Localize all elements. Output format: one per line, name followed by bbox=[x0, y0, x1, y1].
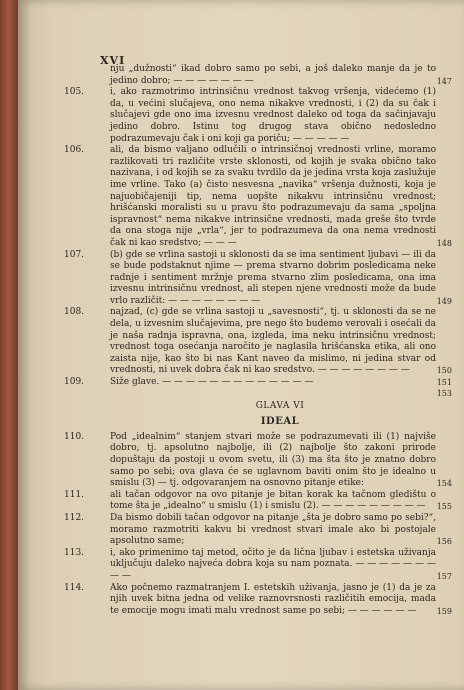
entry-text: Da bismo dobili tačan odgovor na pitanje „šta je dobro samo po sebi?“, moramo razmotriti kakvu bi vrednost stvari imale ako bi postojale apsolutno same; bbox=[110, 512, 436, 547]
entry-number: 106. bbox=[64, 145, 85, 156]
entry-text: Siže glave. — — — — — — — — — — — — — bbox=[110, 377, 314, 388]
entry-page-number: 156 bbox=[436, 537, 452, 547]
toc-entry bbox=[64, 582, 452, 618]
toc-entry bbox=[110, 64, 450, 87]
entry-number: 107. bbox=[64, 249, 85, 260]
entry-page-number: 148 bbox=[436, 238, 452, 248]
table-of-contents bbox=[64, 64, 452, 617]
entry-number: 112. bbox=[64, 512, 85, 523]
toc-entry bbox=[64, 431, 452, 490]
entries-bottom bbox=[64, 431, 452, 618]
toc-entry bbox=[64, 489, 452, 513]
toc-entry bbox=[64, 87, 450, 145]
toc-entry bbox=[64, 377, 452, 389]
entry-page-number: 150 bbox=[436, 366, 452, 376]
extra-page-number: 153 bbox=[436, 389, 452, 399]
entry-page-number: 155 bbox=[436, 502, 452, 512]
entry-number: 108. bbox=[64, 307, 85, 318]
entry-text: (b) gde se vrlina sastoji u sklonosti da se ima sentiment ljubavi — ili da se bude podstaknut njime — prema stvarno dobrim posledicama neke radnje i sentiment mržnje prema stvarno zlim posledicama, ona ima izvesnu intrinsičnu vrednost, ali stepen njene vrednosti može da bude vrlo različit: — — — — — — — — bbox=[110, 249, 436, 306]
entries-top bbox=[64, 64, 452, 399]
entry-page-number: 154 bbox=[436, 479, 452, 489]
entry-number: 113. bbox=[64, 547, 85, 558]
chapter-title: IDEAL bbox=[260, 416, 300, 428]
entry-page-number: 149 bbox=[436, 296, 452, 306]
toc-entry bbox=[64, 547, 452, 583]
page-header: XVI bbox=[100, 54, 126, 67]
book-spine-edge bbox=[0, 0, 20, 690]
book-page bbox=[18, 0, 464, 690]
entry-text: Pod „idealnim“ stanjem stvari može se podrazumevati ili (1) najviše dobro, tj. apsolutno najbolje, ili (2) najbolje što zakoni prirode dopuštaju da postoji u ovom svetu, ili (3) ma šta što je znatno dobro samo po sebi; ova glava će se uglavnom baviti onim što je idealno u smislu (3) — tj. odgovaranjem na osnovno pitanje etike: bbox=[110, 431, 436, 489]
toc-entry bbox=[64, 145, 452, 249]
entry-page-number: 157 bbox=[436, 571, 452, 581]
entry-page-number: 159 bbox=[436, 606, 452, 616]
entry-text: i, ako razmotrimo intrinsičnu vrednost takvog vršenja, videćemo (1) da, u većini slučajeva, ono nema nikakve vrednosti, i (2) da su čak i slučajevi gde ono ima izvesnu vrednost daleko od toga da sačinjavaju jedino dobro. Istinu tog drugog stava obično nedosledno podrazumevaju čak i oni koji ga poriču; — — — — — bbox=[110, 87, 436, 144]
toc-entry bbox=[64, 307, 452, 377]
entry-text: ali, da bismo valjano odlučili o intrinsičnoj vrednosti vrline, moramo razlikovati tri različite vrste sklonosti, od kojih je svaka obično tako nazivana, i od kojih se za svaku tvrdilo da je jedina vrsta koja zaslužuje ime vrline. Tako (a) čisto nesvesna „navika“ vršenja dužnosti, koja je najuobičajeniji tip, nema uopšte nikakvu intrinsičnu vrednost; hrišćanski moralisti su u pravu što podrazumevaju da sama „spoljna ispravnost“ nema nikakve intrinsične vrednosti, mada greše što tvrde da ona stoga nije „vrla“, jer to podrazumeva da ona nema vrednosti čak ni kao sredstvo; — — — bbox=[110, 145, 436, 248]
entry-text: najzad, (c) gde se vrlina sastoji u „savesnosti“, tj. u sklonosti da se ne dela, u izvesnim slučajevima, pre nego što budemo verovali i osećali da je naša radnja ispravna, ona, izgleda, ima neku intrinsičnu vrednost; vrednost toga osećanja naročito je naglasila hrišćanska etika, ali ono zaista nije, kao što bi nas Kant naveo da mislimo, ni jedina stvar od vrednosti, ni uvek dobra čak ni kao sredstvo. — — — — — — — — bbox=[110, 307, 436, 376]
entry-page-number: 151 bbox=[436, 378, 452, 388]
entry-number: 109. bbox=[64, 377, 85, 388]
entry-number: 114. bbox=[64, 582, 85, 593]
entry-text: nju „dužnosti“ ikad dobro samo po sebi, a još daleko manje da je to jedino dobro; — — — — — — — bbox=[110, 64, 436, 86]
toc-entry bbox=[64, 249, 452, 308]
toc-entry bbox=[64, 512, 452, 548]
chapter-label: GLAVA VI bbox=[255, 400, 305, 411]
entry-text: ali tačan odgovor na ovo pitanje je bitan korak ka tačnom gledištu o tome šta je „idealno“ u smislu (1) i smislu (2). — — — — — — — — — bbox=[110, 489, 436, 512]
entry-text: Ako počnemo razmatranjem I. estetskih uživanja, jasno je (1) da je za njih uvek bitna jedna od velike raznovrsnosti različitih emocija, mada te emocije mogu imati malu vrednost same po sebi; — — — — — — bbox=[110, 582, 436, 616]
entry-number: 111. bbox=[64, 489, 85, 500]
entry-number: 110. bbox=[64, 431, 85, 442]
entry-text: i, ako primenimo taj metod, očito je da lična ljubav i estetska uživanja uključuju daleko najveća dobra koja su nam poznata. — — — — — — — — — bbox=[110, 547, 436, 581]
entry-page-number: 147 bbox=[436, 76, 452, 86]
entry-number: 105. bbox=[64, 87, 85, 98]
